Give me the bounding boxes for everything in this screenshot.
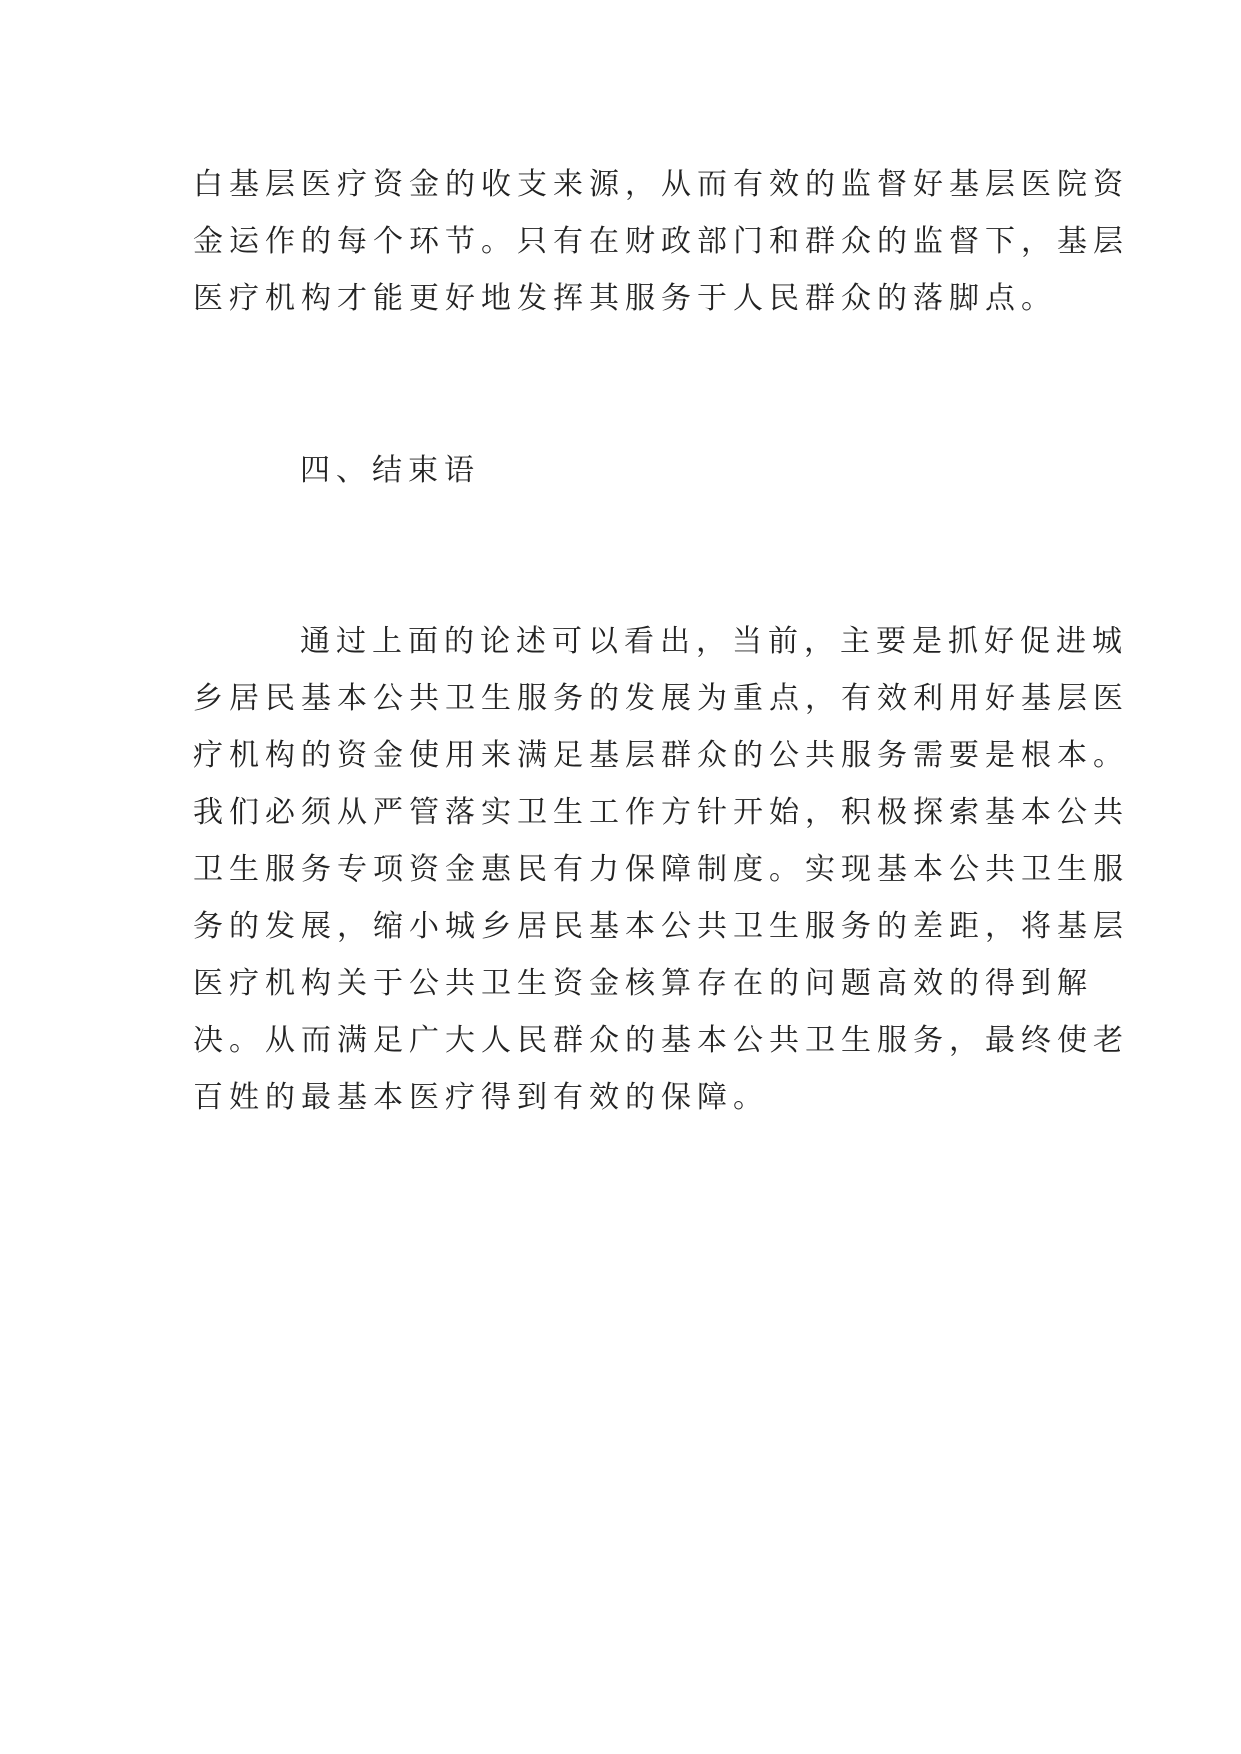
paragraph-2-line-2: 乡居民基本公共卫生服务的发展为重点，有效利用好基层医 [193,681,1129,716]
paragraph-2-line-7: 医疗机构关于公共卫生资金核算存在的问题高效的得到解 [193,966,1093,1001]
paragraph-2-line-9: 百姓的最基本医疗得到有效的保障。 [193,1080,769,1115]
paragraph-2-line-3: 疗机构的资金使用来满足基层群众的公共服务需要是根本。 [193,738,1129,773]
paragraph-1-line-2: 金运作的每个环节。只有在财政部门和群众的监督下，基层 [193,224,1129,259]
paragraph-2-line-1: 通过上面的论述可以看出，当前，主要是抓好促进城 [300,624,1128,659]
paragraph-2-line-8: 决。从而满足广大人民群众的基本公共卫生服务，最终使老 [193,1023,1129,1058]
paragraph-2-line-5: 卫生服务专项资金惠民有力保障制度。实现基本公共卫生服 [193,852,1129,887]
paragraph-2-line-4: 我们必须从严管落实卫生工作方针开始，积极探索基本公共 [193,795,1129,830]
paragraph-1-line-3: 医疗机构才能更好地发挥其服务于人民群众的落脚点。 [193,281,1057,316]
paragraph-2-line-6: 务的发展，缩小城乡居民基本公共卫生服务的差距，将基层 [193,909,1129,944]
paragraph-1-line-1: 白基层医疗资金的收支来源，从而有效的监督好基层医院资 [193,167,1129,202]
section-heading: 四、结束语 [300,453,480,488]
